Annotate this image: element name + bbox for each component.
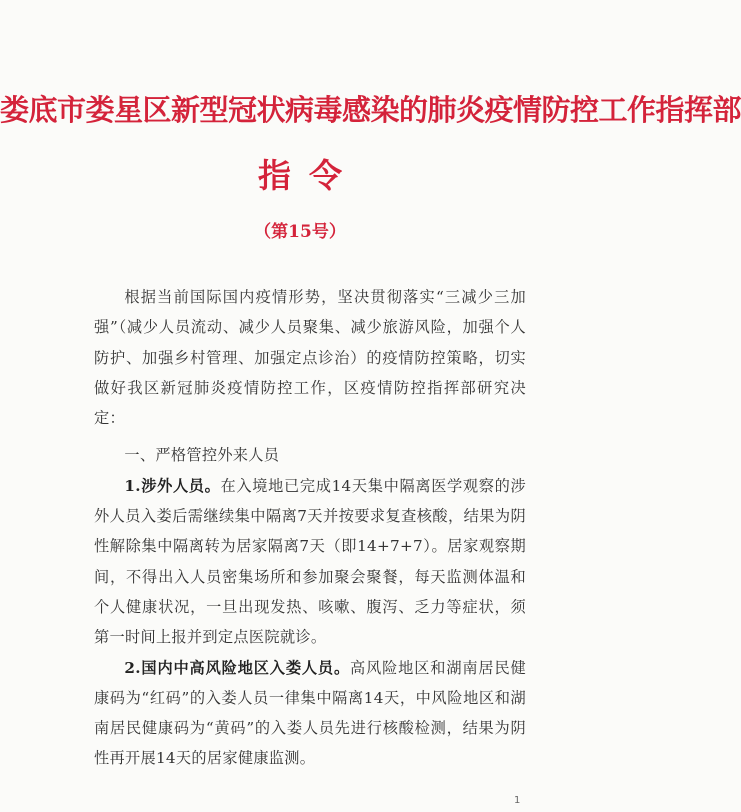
- item-1-text: 在入境地已完成14天集中隔离医学观察的涉外人员入娄后需继续集中隔离7天并按要求复查核酸，结果为阴性解除集中隔离转为居家隔离7天（即14+7+7）。居家观察期间，不得出入人员密集场所和参加聚会聚餐，每天监测体温和个人健康状况，一旦出现发热、咳嗽、腹泻、乏力等症状，须第一时间上报并到定点医院就诊。: [94, 476, 526, 647]
- page-number: 1: [514, 795, 521, 806]
- item-2-text: 高风险地区和湖南居民健康码为“红码”的入娄人员一律集中隔离14天，中风险地区和湖南居民健康码为“黄码”的入娄人员先进行核酸检测，结果为阴性再开展14天的居家健康监测。: [94, 658, 526, 768]
- document-number: （第15号）: [254, 222, 346, 242]
- item-2-paragraph: [94, 653, 526, 774]
- item-2-label: 2.国内中高风险地区入娄人员。: [124, 658, 351, 677]
- item-1-label: 1.涉外人员。: [124, 476, 221, 495]
- document-subtitle: 指令: [258, 156, 360, 195]
- item-1-paragraph: [94, 471, 526, 653]
- intro-paragraph: 根据当前国际国内疫情形势，坚决贯彻落实“三减少三加强”（减少人员流动、减少人员聚集、减少旅游风险，加强个人防护、加强乡村管理、加强定点诊治）的疫情防控策略，切实做好我区新冠肺炎疫情防控工作，区疫情防控指挥部研究决定：: [94, 288, 526, 428]
- document-title: 娄底市娄星区新型冠状病毒感染的肺炎疫情防控工作指挥部: [0, 93, 741, 127]
- document-body: [94, 282, 526, 774]
- section-heading: 一、严格管控外来人员: [124, 446, 280, 465]
